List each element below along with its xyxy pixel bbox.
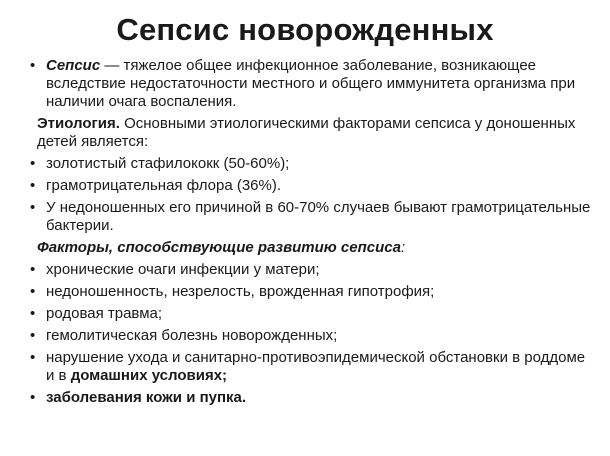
factor-care-bold: домашних условиях; [70,367,228,384]
list-item [30,327,596,345]
list-item [30,305,596,323]
factor-item-1: хронические очаги инфекции у матери; [46,261,320,278]
etiology-item-2: грамотрицательная флора (36%). [46,177,282,194]
bullet: • [30,327,36,344]
factor-item-2: недоношенность, незрелость, врожденная гипотрофия; [46,283,435,300]
factors-colon: : [400,239,406,256]
slide-title: Сепсис новорожденных [116,12,494,47]
list-item [30,177,596,195]
etiology-text: Основными этиологическими факторами сепсиса у доношенных детей является: [37,115,576,150]
definition-item [30,57,596,111]
definition-term: Сепсис [46,57,101,74]
slide-content [30,57,596,411]
factors-heading: Факторы, способствующие развитию сепсиса [37,239,401,256]
bullet: • [30,389,36,406]
bullet: • [30,305,36,322]
list-item [30,261,596,279]
bullet: • [30,199,36,216]
bullet: • [30,261,36,278]
factor-item-last: заболевания кожи и пупка. [46,389,247,406]
factor-item-4: гемолитическая болезнь новорожденных; [46,327,338,344]
factor-item-3: родовая травма; [46,305,163,322]
list-item [30,389,596,407]
list-item [30,199,596,235]
factor-care-text: нарушение ухода и санитарно-противоэпидемической обстановки в роддоме и в [46,349,586,384]
etiology-item-1: золотистый стафилококк (50-60%); [46,155,290,172]
list-item [30,283,596,301]
bullet: • [30,349,36,366]
bullet: • [30,57,36,74]
list-item [30,155,596,173]
bullet: • [30,177,36,194]
etiology-paragraph [30,115,596,151]
etiology-heading: Этиология. [37,115,120,132]
etiology-item-3: У недоношенных его причиной в 60-70% случаев бывают грамотрицательные бактерии. [46,199,591,234]
bullet: • [30,155,36,172]
factors-paragraph [30,239,596,257]
definition-text: — тяжелое общее инфекционное заболевание, возникающее вследствие недостаточности местного и общего иммунитета организма при наличии очага воспаления. [46,57,576,110]
list-item [30,349,596,385]
bullet: • [30,283,36,300]
